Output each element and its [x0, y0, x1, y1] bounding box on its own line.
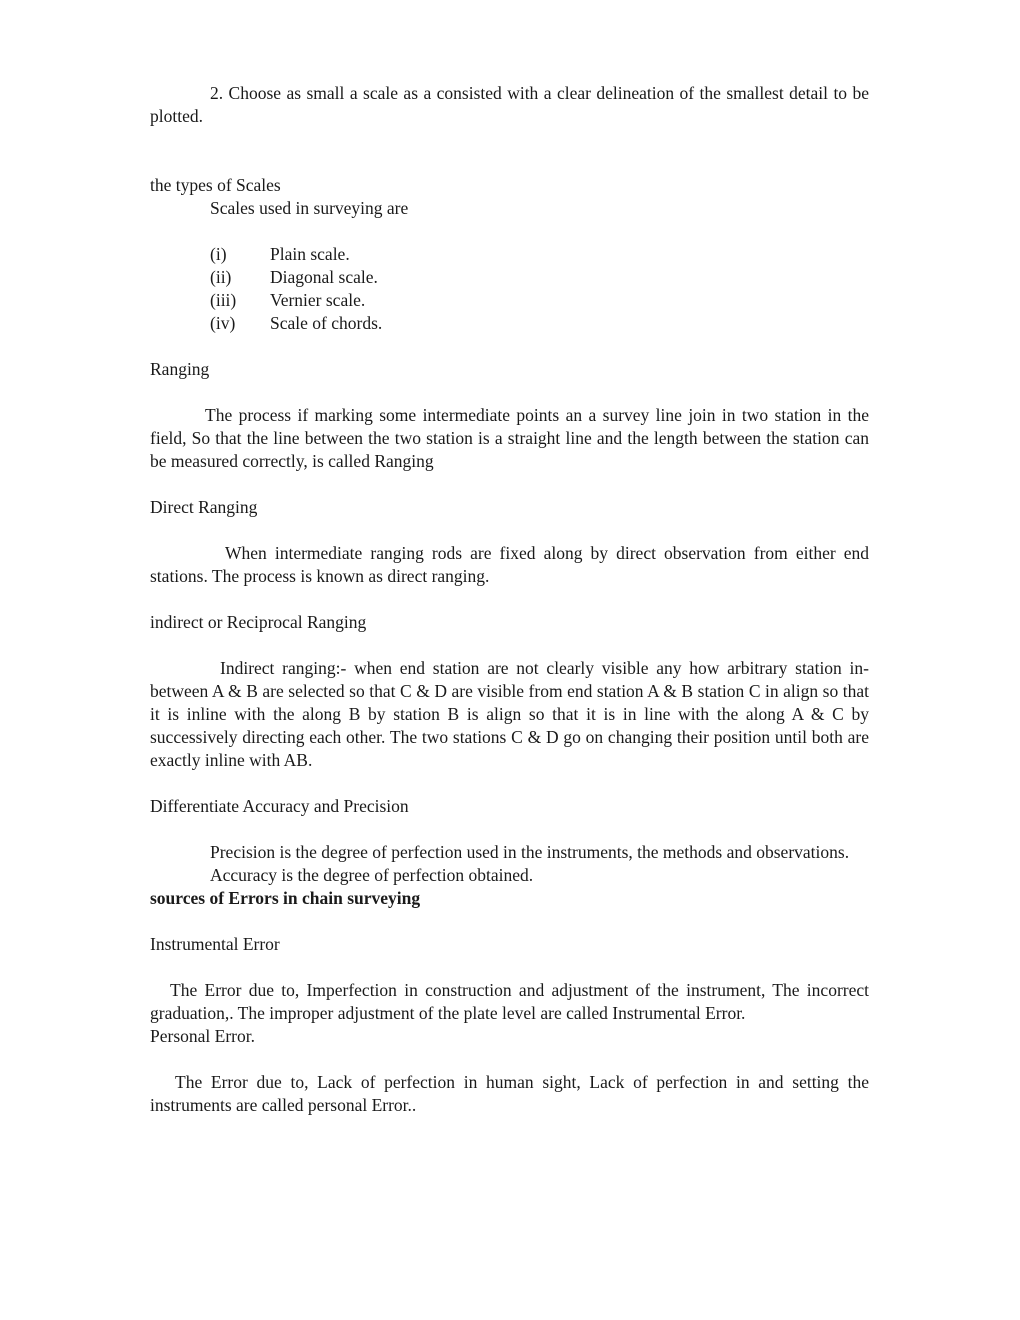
indirect-ranging-body: Indirect ranging:- when end station are not clearly visible any how arbitrary station in-between A & B are selected so that C & D are visible from end station A & B station C in align so that it is inline with the along B by station B is align so that it is in line with the along A & C by successively directing each other. The two stations C & D go on changing their position until both are exactly inline with AB. [150, 658, 869, 770]
personal-error-body: The Error due to, Lack of perfection in human sight, Lack of perfection in and setting the instruments are called personal Error.. [150, 1072, 869, 1115]
list-item-number: (ii) [210, 267, 232, 287]
list-item [210, 312, 869, 335]
direct-ranging-body: When intermediate ranging rods are fixed along by direct observation from either end stations. The process is known as direct ranging. [150, 543, 869, 586]
accuracy-definition: Accuracy is the degree of perfection obtained. [210, 865, 534, 885]
instrumental-error-heading: Instrumental Error [150, 934, 280, 954]
list-item-number: (i) [210, 244, 227, 264]
list-item [210, 289, 869, 312]
list-item-number: (iii) [210, 290, 237, 310]
scale-choice-point: 2. Choose as small a scale as a consisted with a clear delineation of the smallest detail to be plotted. [150, 83, 869, 126]
direct-ranging-heading: Direct Ranging [150, 497, 258, 517]
scales-lead-text: Scales used in surveying are [210, 198, 409, 218]
list-item-label: Vernier scale. [270, 290, 366, 310]
personal-error-heading: Personal Error. [150, 1026, 255, 1046]
precision-definition: Precision is the degree of perfection used in the instruments, the methods and observations. [210, 842, 850, 862]
types-of-scales-heading: the types of Scales [150, 175, 281, 195]
instrumental-error-body: The Error due to, Imperfection in construction and adjustment of the instrument, The incorrect graduation,. The improper adjustment of the plate level are called Instrumental Error. [150, 980, 869, 1023]
list-item [210, 243, 869, 266]
list-item-label: Diagonal scale. [270, 267, 378, 287]
list-item [210, 266, 869, 289]
indirect-ranging-heading: indirect or Reciprocal Ranging [150, 612, 367, 632]
ranging-heading: Ranging [150, 359, 210, 379]
errors-section-heading: sources of Errors in chain surveying [150, 888, 421, 908]
list-item-label: Scale of chords. [270, 313, 383, 333]
document-page [150, 82, 869, 1117]
list-item-number: (iv) [210, 313, 236, 333]
accuracy-precision-heading: Differentiate Accuracy and Precision [150, 796, 409, 816]
scales-list [150, 243, 869, 335]
ranging-body: The process if marking some intermediate points an a survey line join in two station in the field, So that the line between the two station is a straight line and the length between the station can be measured correctly, is called Ranging [150, 405, 869, 471]
list-item-label: Plain scale. [270, 244, 350, 264]
